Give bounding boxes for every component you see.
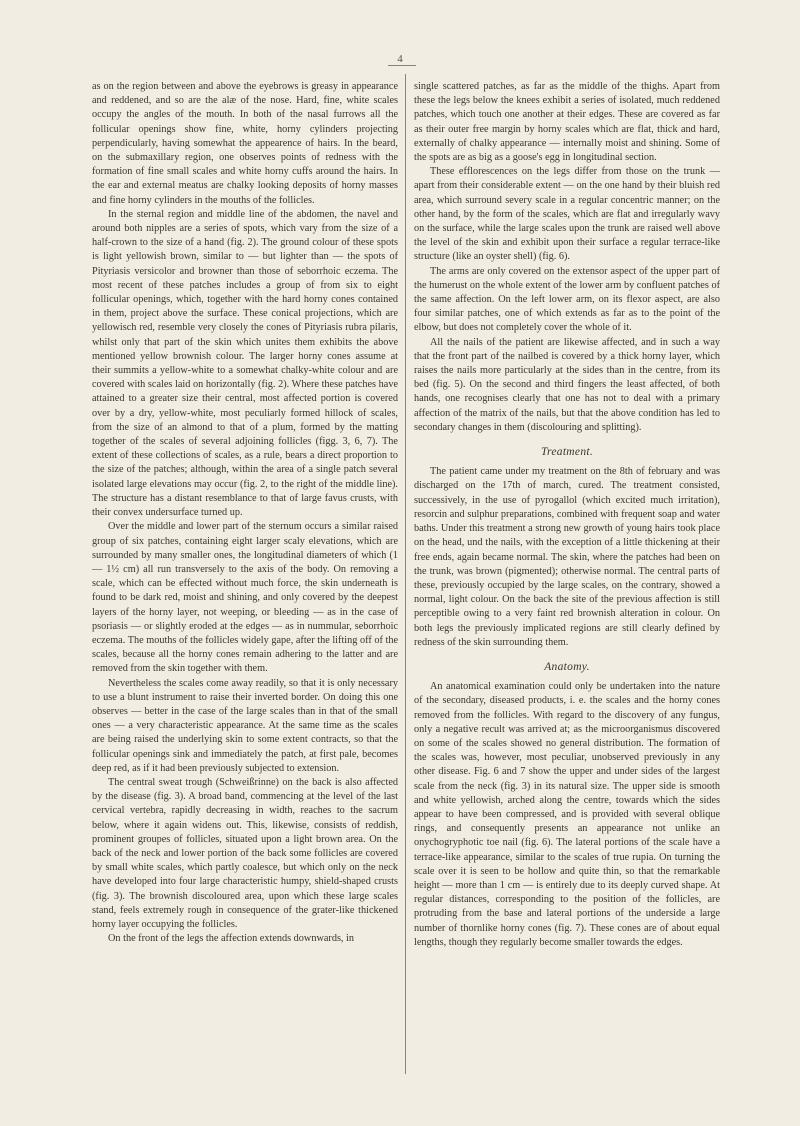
treatment-heading: Treatment. — [540, 446, 594, 459]
paragraph: These efflorescences on the legs differ from those on the trunk — apart from their considerable extent — on the one hand by their bluish red area, which surround severy scale in a regular concentric manner; on the other hand, by the form of the scales, which are flat and irregularly wavy on the surface, while the large scales upon the trunk are raised well above the level of the skin and exhibit upon their surface a regular terrace-like structure (like an oyster shell) (fig. 6). — [414, 166, 720, 263]
right-column — [414, 80, 720, 950]
paragraph: All the nails of the patient are likewise affected, and in such a way that the front part of the nailbed is covered by a thick horny layer, which raises the nails more particularly at the sides than in the centre, from its bed (fig. 5). On the second and third fingers the least affected, of both hands, one recognises clearly that one has not to deal with a primary affection of the matrix of the nails, but that the above condition has led to secondary changes in them (discolouring and splitting). — [414, 336, 720, 433]
anatomy-heading: Anatomy. — [544, 660, 590, 673]
page-number-rule — [388, 65, 416, 66]
paragraph: The arms are only covered on the extensor aspect of the upper part of the humerust on the whole extent of the lower arm by confluent patches of the same affection. On the left lower arm, on its flexor aspect, are also four similar patches, one of which extends as far as to the point of the elbow, but does not completely cover the whole of it. — [414, 265, 720, 334]
paragraph: as on the region between and above the eyebrows is greasy in appearance and reddened, and so are the alæ of the nose. Hard, fine, white scales occupy the angles of the mouth. In both of the nasal furrows all the follicular openings show fine, white, horny cylinders projecting perpendicularly, having somewhat the appearence of hairs. In the beard, on the submaxillary region, one observes points of redness with the formation of fine small scales and white horny cuffs around the hairs. In the ear and external meatus are chalky looking deposits of horny masses and fine horny cylinders in the mouths of the follicles. — [92, 81, 398, 206]
paragraph: An anatomical examination could only be undertaken into the nature of the secondary, diseased products, i. e. the scales and the horny cones removed from the follicles. With regard to the discovery of any fungus, only a negative recult was arrived at; as the microorganismus discovered on some of the scales showed no general distribution. The formation of the scales was, however, most peculiar, unobserved previously in any other disease. Fig. 6 and 7 show the upper and under sides of the largest scale from the neck (fig. 3) in its natural size. The upper side is smooth and white yellowish, arched along the centre, towards which the sides appear to have been compressed, and is provided with several oblique rings, and consequently presents an appearance not unlike an onychogryphotic toe nail (fig. 6). The lateral portions of the scale have a terrace-like appearance, similar to the scales of true rupia. On turning the scale over it is seen to be hollow and quite thin, so that the remarkable height — more than 1 cm — is entirely due to its deeply curved shape. At regular distances, corresponding to the position of the follicles, are protruding from the base and lateral portions of the underside a large number of thornlike horny cones (fig. 7). These cones are of about equal lengths, though they regularly become smaller towards the edges. — [414, 681, 720, 948]
paragraph: The patient came under my treatment on the 8th of february and was discharged on the 17th of march, cured. The treatment consisted, successively, in the use of pyrogallol (which excited much irritation), resorcin and sulphur preparations, combined with frequent soap and water baths. Under this treatment a strong new growth of young hairs took place on the head, und the nails, with the exception of a little thickening at their free ends, again became normal. The skin, where the patches had been on the trunk, was brown (pigmented); otherwise normal. The central parts of these, previously occupied by the large scales, on the contrary, showed a normal, light colour. On the back the site of the previous affection is still perceptible owing to a very faint red brownish alteration in colour. On both legs the previously implicated regions are still clearly defined by redness of the skin surrounding them. — [414, 466, 720, 648]
column-divider — [405, 74, 406, 1074]
paragraph: The central sweat trough (Schweißrinne) on the back is also affected by the disease (fig. 3). A broad band, commencing at the level of the last cervical vertebra, rapidly decreasing in width, reaches to the sacrum below, where it again widens out. This, likewise, consists of reddish, prominent groupes of follicles, situated upon a light brown area. On the back of the neck and lower portion of the back some follicles are covered by small white scales, which partly coalesce, but which only on the neck have developed into four large characteristic humpy, shield-shaped crusts (fig. 3). The brownish discoloured area, upon which these large scales stand, feels extremely rough in consequence of the grater-like thickened horny layer occupying the follicles. — [92, 776, 398, 930]
page-number-text: 4 — [397, 53, 403, 65]
paragraph: Over the middle and lower part of the sternum occurs a similar raised group of six patches, containing eight larger scaly elevations, which are surrounded by many smaller ones, the longitudinal diameters of which (1 — 1½ cm) all run transversely to the axis of the body. On removing a scale, which can be effected without much force, the skin underneath is found to be dark red, moist and shining, and only covered by the deepest layers of the horny layer, not weeping, or bleeding — as in the case of psoriasis — or slightly eroded at the edges — as in nummular, seborrhoic eczema. The mouths of the follicles widely gape, after the lifting off of the scales, because all the horny cones remain adhering to the latter and are removed from the skin together with them. — [92, 521, 398, 675]
page-number — [0, 53, 800, 65]
paragraph: single scattered patches, as far as the middle of the thighs. Apart from these the legs below the knees exhibit a series of isolated, much reddened patches, which touch one another at their edges. These are covered as far as their outer free margin by horny scales which are flat, thick and hard, externally of chalky appearance — internally moist and shining. Some of the spots are as big as a goose's egg in longitudinal section. — [414, 81, 720, 164]
paragraph: Nevertheless the scales come away readily, so that it is only necessary to use a blunt instrument to raise their inverted border. On doing this one observes — better in the case of the large scales than in that of the small ones — a very characteristic appearance. At the same time as the scales are being raised the underlying skin to some extent contracts, so that the follicular openings sink and immediately the patch, at first pale, becomes deep red, as if it had been previously subjected to extension. — [92, 677, 398, 774]
paragraph: On the front of the legs the affection extends downwards, in — [108, 933, 355, 945]
left-column — [92, 80, 398, 946]
paragraph: In the sternal region and middle line of the abdomen, the navel and around both nipples are a series of spots, which vary from the size of a half-crown to the size of a hand (fig. 2). The ground colour of these spots is light yellowish brown, similar to — but lighter than — the spots of Pityriasis versicolor and browner than those of seborrhoic eczema. The most recent of these patches includes a group of from six to eight follicular openings, which, together with the hard horny cones contained in them, project above the surface. These conical projections, which are yellowisch red, resemble very closely the cones of Pityriasis rubra pilaris, whilst only that part of the skin which unites them exhibits the above mentioned yellow brownish colour. The larger horny cones assume at their summits a yellow-white to a somewhat chalky-white colour and are covered with scales laid on horizontally (fig. 2). Where these patches have attained to a greater size their central, most affected portion is covered over by a dry, yellow-white, most peculiarly formed hillock of scales, from the size of an almond to that of a plum, formed by the matting together of the scales of several adjoining follicles (figg. 3, 6, 7). The extent of these collections of scales, as a rule, bears a direct proportion to the size of the patches; although, within the area of a single patch several isolated large elevations may occur (fig. 2, to the right of the middle line). The structure has a distant resemblance to that of large favus crusts, with their convex undersurface turned up. — [92, 208, 398, 519]
